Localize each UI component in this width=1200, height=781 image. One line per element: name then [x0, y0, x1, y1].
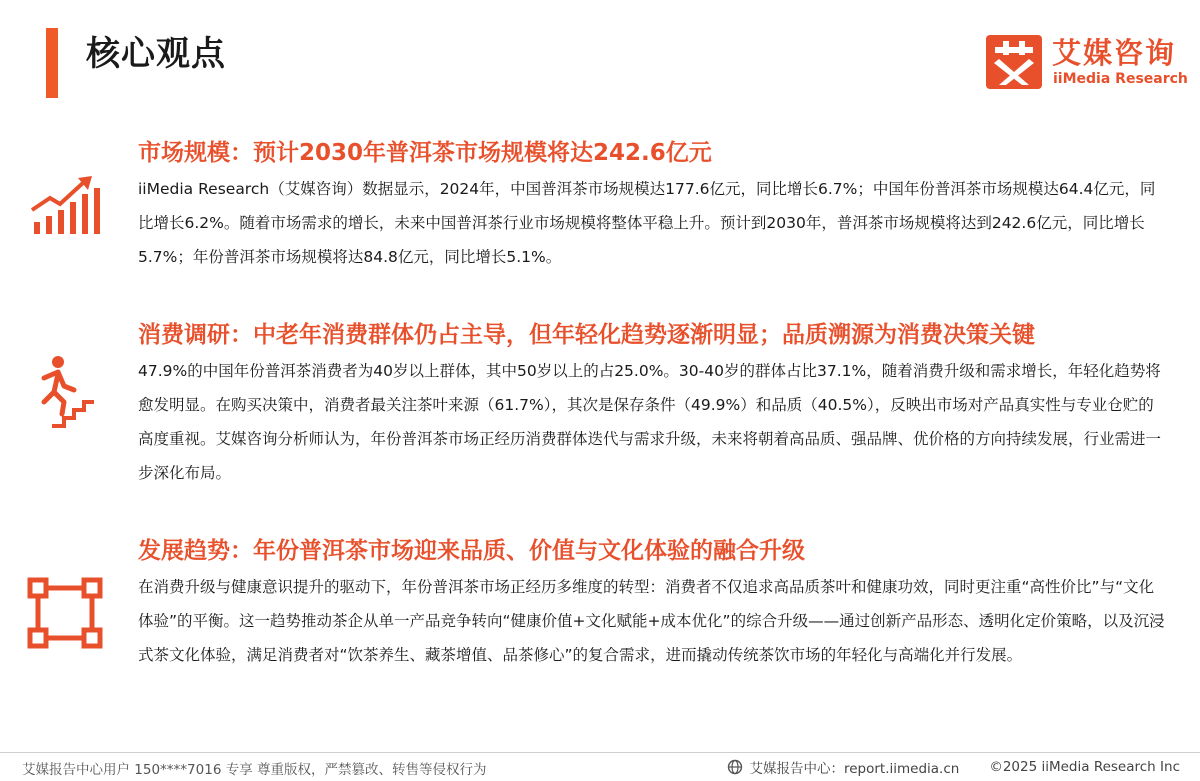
growth-chart-icon — [22, 172, 108, 252]
section-heading: 发展趋势：年份普洱茶市场迎来品质、价值与文化体验的融合升级 — [138, 538, 805, 564]
section-heading: 市场规模：预计2030年普洱茶市场规模将达242.6亿元 — [138, 140, 712, 166]
footer-divider — [0, 752, 1200, 753]
footer-site-link[interactable]: 艾媒报告中心：report.iimedia.cn — [749, 761, 960, 777]
section-body: iiMedia Research（艾媒咨询）数据显示，2024年，中国普洱茶市场规模达177.6亿元，同比增长6.7%；中国年份普洱茶市场规模达64.4亿元，同比增长6.2%。随着市场需求的增长，未来中国普洱茶行业市场规模将整体平稳上升。预计到2030年，普洱茶市场规模将达到242.6亿元，同比增长5.7%；年份普洱茶市场规模将达84.8亿元，同比增长5.1%。 — [138, 180, 1156, 266]
section-heading: 消费调研：中老年消费群体仍占主导，但年轻化趋势逐渐明显；品质溯源为消费决策关键 — [138, 322, 1035, 348]
footer-user-notice: 艾媒报告中心用户 150****7016 专享 尊重版权，严禁篡改、转售等侵权行为 — [22, 762, 487, 778]
section-body: 在消费升级与健康意识提升的驱动下，年份普洱茶市场正经历多维度的转型：消费者不仅追求高品质茶叶和健康功效，同时更注重“高性价比”与“文化体验”的平衡。这一趋势推动茶企从单一产品竞争转向“健康价值+文化赋能+成本优化”的综合升级——通过创新产品形态、透明化定价策略，以及沉浸式茶文化体验，满足消费者对“饮茶养生、藏茶增值、品茶修心”的复合需求，进而撬动传统茶饮市场的年轻化与高端化并行发展。 — [138, 578, 1165, 664]
logo-english-text: iiMedia Research — [1053, 71, 1188, 87]
section-body: 47.9%的中国年份普洱茶消费者为40岁以上群体，其中50岁以上的占25.0%。30-40岁的群体占比37.1%，随着消费升级和需求增长，年轻化趋势将愈发明显。在购买决策中，消费者最关注茶叶来源（61.7%），其次是保存条件（49.9%）和品质（40.5%），反映出市场对产品真实性与专业仓贮的高度重视。艾媒咨询分析师认为，年份普洱茶市场正经历消费群体迭代与需求升级，未来将朝着高品质、强品牌、优价格的方向持续发展，行业需进一步深化布局。 — [138, 362, 1162, 482]
globe-icon — [727, 759, 743, 775]
footer-copyright: ©2025 iiMedia Research Inc — [989, 759, 1180, 775]
iimedia-logo-icon — [986, 35, 1042, 89]
page-title: 核心观点 — [86, 34, 226, 74]
title-accent-bar — [46, 28, 58, 98]
climbing-stairs-icon — [22, 352, 108, 432]
network-nodes-icon — [22, 574, 108, 654]
logo-chinese-text: 艾媒咨询 — [1052, 36, 1177, 70]
footer-right — [727, 757, 1180, 777]
brand-logo — [986, 35, 1186, 91]
